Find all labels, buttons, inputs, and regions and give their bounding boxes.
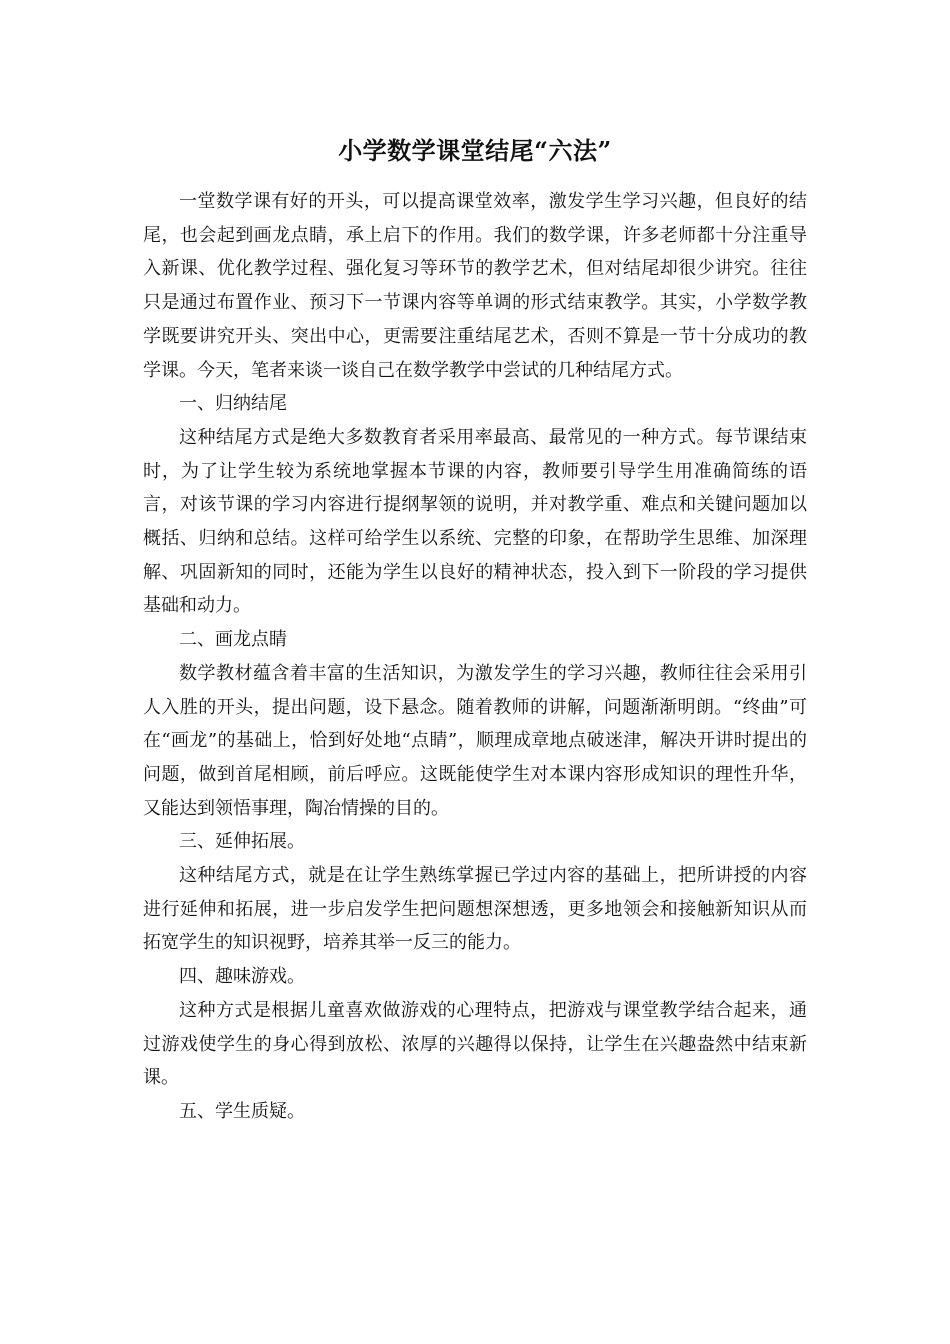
section-paragraph-2: 数学教材蕴含着丰富的生活知识，为激发学生的学习兴趣，教师往往会采用引人入胜的开头，提出问题，设下悬念。随着教师的讲解，问题渐渐明朗。“终曲”可在“画龙”的基础上，恰到好处地“点睛”，顺理成章地点破迷津，解决开讲时提出的问题，做到首尾相顾，前后呼应。这既能使学生对本课内容形成知识的理性升华，又能达到领悟事理，陶冶情操的目的。 bbox=[143, 662, 807, 819]
section-heading-5: 五、学生质疑。 bbox=[179, 1100, 305, 1122]
section-heading-4: 四、趣味游戏。 bbox=[179, 966, 305, 988]
section-paragraph-3: 这种结尾方式，就是在让学生熟练掌握已学过内容的基础上，把所讲授的内容进行延伸和拓展，进一步启发学生把问题想深想透，更多地领会和接触新知识从而拓宽学生的知识视野，培养其举一反三的能力。 bbox=[143, 865, 807, 954]
intro-paragraph: 一堂数学课有好的开头，可以提高课堂效率，激发学生学习兴趣，但良好的结尾，也会起到画龙点睛，承上启下的作用。我们的数学课，许多老师都十分注重导入新课、优化教学过程、强化复习等环节的教学艺术，但对结尾却很少讲究。往往只是通过布置作业、预习下一节课内容等单调的形式结束教学。其实，小学数学教学既要讲究开头、突出中心，更需要注重结尾艺术，否则不算是一节十分成功的教学课。今天，笔者来谈一谈自己在数学教学中尝试的几种结尾方式。 bbox=[143, 191, 807, 381]
section-heading-2: 二、画龙点睛 bbox=[179, 629, 287, 651]
section-heading-1: 一、归纳结尾 bbox=[179, 393, 287, 415]
section-paragraph-4: 这种方式是根据儿童喜欢做游戏的心理特点，把游戏与课堂教学结合起来，通过游戏使学生的身心得到放松、浓厚的兴趣得以保持，让学生在兴趣盎然中结束新课。 bbox=[143, 999, 807, 1089]
document-title: 小学数学课堂结尾“六法” bbox=[338, 136, 612, 165]
section-paragraph-1: 这种结尾方式是绝大多数教育者采用率最高、最常见的一种方式。每节课结束时，为了让学生较为系统地掌握本节课的内容，教师要引导学生用准确简练的语言，对该节课的学习内容进行提纲挈领的说明，并对教学重、难点和关键问题加以概括、归纳和总结。这样可给学生以系统、完整的印象，在帮助学生思维、加深理解、巩固新知的同时，还能为学生以良好的精神状态，投入到下一阶段的学习提供基础和动力。 bbox=[143, 426, 807, 617]
document-body bbox=[143, 185, 807, 1129]
section-heading-3: 三、延伸拓展。 bbox=[179, 831, 305, 853]
